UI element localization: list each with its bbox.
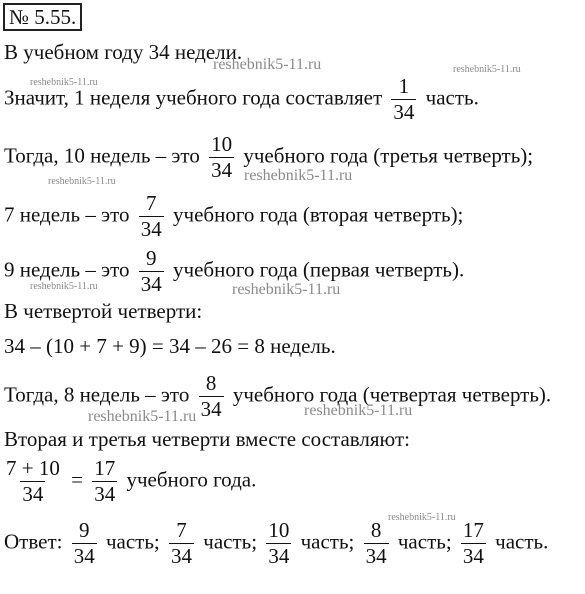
watermark: reshebnik5-11.ru xyxy=(30,77,98,88)
fraction-denominator: 34 xyxy=(462,544,484,568)
answer-fraction xyxy=(364,520,389,567)
fraction-numerator: 7 xyxy=(176,518,187,542)
watermark: reshebnik5-11.ru xyxy=(244,167,353,184)
fraction-denominator: 34 xyxy=(171,544,193,568)
text-line-1: В учебном году 34 недели. xyxy=(4,40,243,64)
watermark: reshebnik5-11.ru xyxy=(213,56,322,73)
fraction-denominator: 34 xyxy=(22,482,44,506)
answer-fraction xyxy=(72,520,97,567)
fraction-denominator: 34 xyxy=(393,100,415,124)
fraction-7plus10-34 xyxy=(4,458,62,505)
fraction-9-34 xyxy=(139,248,164,295)
line-3-after: учебного года (третья четверть); xyxy=(243,143,534,168)
line-10-after: учебного года. xyxy=(126,467,257,492)
fraction-denominator: 34 xyxy=(94,482,116,506)
equals-sign: = xyxy=(71,467,83,492)
answer-fraction xyxy=(266,520,291,567)
fraction-numerator: 10 xyxy=(268,518,290,542)
fraction-denominator: 34 xyxy=(268,544,290,568)
answer-word: часть; xyxy=(397,529,452,554)
line-4-after: учебного года (вторая четверть); xyxy=(173,202,464,227)
line-2-text: Значит, 1 неделя учебного года составляет xyxy=(4,85,383,110)
fraction-numerator: 7 xyxy=(146,191,157,215)
watermark: reshebnik5-11.ru xyxy=(88,408,197,425)
line-2-after: часть. xyxy=(425,85,479,110)
text-line-8 xyxy=(4,373,551,420)
line-5-after: учебного года (первая четверть). xyxy=(173,257,465,282)
fraction-8-34 xyxy=(199,373,224,420)
answer-word: часть. xyxy=(495,529,549,554)
fraction-denominator: 34 xyxy=(73,544,95,568)
line-8-text: Тогда, 8 недель – это xyxy=(4,382,190,407)
watermark: reshebnik5-11.ru xyxy=(48,176,116,187)
answer-fraction xyxy=(169,520,194,567)
fraction-numerator: 7 + 10 xyxy=(6,456,60,480)
fraction-denominator: 34 xyxy=(365,544,387,568)
fraction-17-34 xyxy=(92,458,117,505)
fraction-numerator: 9 xyxy=(78,518,90,542)
fraction-numerator: 8 xyxy=(205,371,217,395)
line-8-after: учебного года (четвертая четверть). xyxy=(232,382,552,407)
text-line-4 xyxy=(4,193,463,240)
fraction-10-34 xyxy=(209,134,234,181)
line-5-text: 9 недель – это xyxy=(4,257,130,282)
watermark: reshebnik5-11.ru xyxy=(388,512,456,523)
text-line-7: 34 – (10 + 7 + 9) = 34 – 26 = 8 недель. xyxy=(4,334,336,358)
fraction-7-34 xyxy=(139,193,164,240)
fraction-1-34 xyxy=(391,76,416,123)
line-3-text: Тогда, 10 недель – это xyxy=(4,143,200,168)
answer-line xyxy=(4,520,548,567)
fraction-numerator: 1 xyxy=(398,74,410,98)
fraction-denominator: 34 xyxy=(140,272,162,296)
answer-word: часть; xyxy=(203,529,258,554)
fraction-denominator: 34 xyxy=(140,217,162,241)
fraction-denominator: 34 xyxy=(200,397,222,421)
watermark: reshebnik5-11.ru xyxy=(453,64,521,75)
text-line-10 xyxy=(4,458,256,505)
fraction-numerator: 17 xyxy=(462,518,484,542)
fraction-denominator: 34 xyxy=(211,158,233,182)
fraction-numerator: 9 xyxy=(146,246,157,270)
answer-label: Ответ: xyxy=(4,529,63,554)
watermark: reshebnik5-11.ru xyxy=(232,281,341,298)
answer-word: часть; xyxy=(105,529,160,554)
fraction-numerator: 10 xyxy=(211,132,233,156)
line-4-text: 7 недель – это xyxy=(4,202,130,227)
text-line-9: Вторая и третья четверти вместе составляют: xyxy=(4,427,410,451)
watermark: reshebnik5-11.ru xyxy=(30,281,98,292)
fraction-numerator: 8 xyxy=(370,518,382,542)
fraction-numerator: 17 xyxy=(94,456,116,480)
text-line-6: В четвертой четверти: xyxy=(4,299,203,323)
watermark: reshebnik5-11.ru xyxy=(304,402,413,419)
problem-number-badge: № 5.55. xyxy=(3,3,82,31)
answer-fraction xyxy=(461,520,486,567)
answer-word: часть; xyxy=(300,529,355,554)
